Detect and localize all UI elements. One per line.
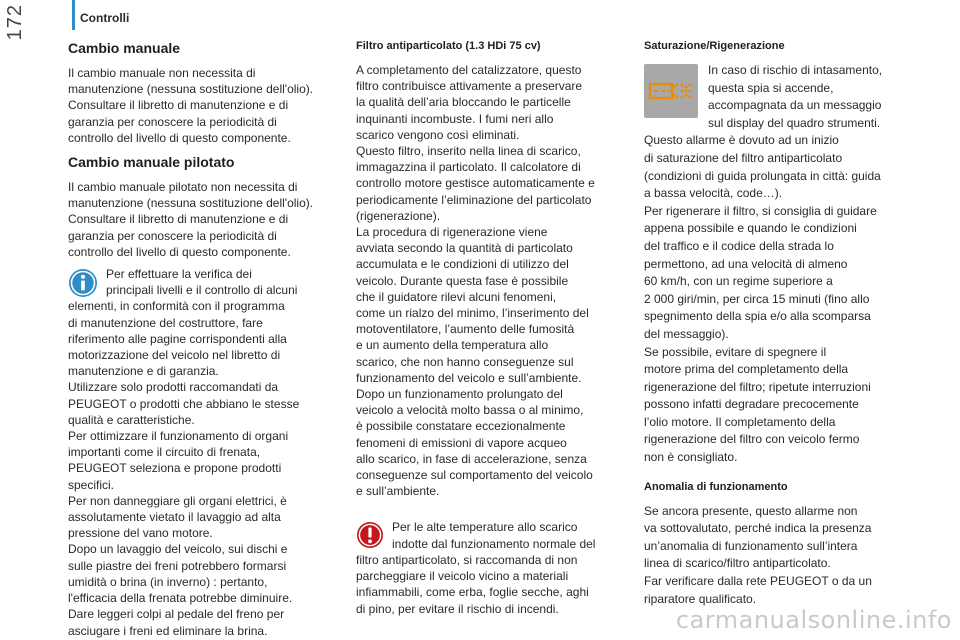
warning-note bbox=[356, 519, 630, 616]
heading-manual-gearbox: Cambio manuale bbox=[68, 40, 181, 56]
page-number: 172 bbox=[4, 4, 26, 41]
info-note-text: elementi, in conformità con il programma di manutenzione del costruttore, fare riferimento alle pagine corrispondenti alla motorizzazione del veicolo nel libretto di manutenzione e di garanzia. Utilizzare solo prodotti raccomandati da PEUGEOT o prodotti che abbiano le stesse qualità e caratteristiche. Per ottimizzare il funzionamento di organi importanti come il circuito di frenata, PEUGEOT seleziona e propone prodotti specifici. Per non danneggiare gli organi elettrici, è assolutamente vietato il lavaggio ad alta pressione del vano motore. Dopo un lavaggio del veicolo, sui dischi e sulle piastre dei freni potrebbero formarsi umidità o brina (in inverno) : pertanto, l'efficacia della frenata potrebbe diminuire. Dare leggeri colpi al pedale del freno per asciugare i freni ed eliminare la brina. bbox=[68, 299, 300, 638]
section-title: Controlli bbox=[80, 11, 130, 25]
warning-note-text-first: Per le alte temperature allo scarico indotte dal funzionamento normale del bbox=[392, 520, 596, 551]
paragraph-piloted-gearbox: Il cambio manuale pilotato non necessita di manutenzione (nessuna sostituzione dell'olio). Consultare il libretto di manutenzione e di garanzia per conoscere la periodicità di controllo del livello di questo componente. bbox=[68, 180, 314, 259]
column-middle bbox=[356, 40, 630, 617]
warning-exclamation-icon bbox=[356, 521, 384, 549]
info-icon bbox=[68, 268, 98, 298]
heading-malfunction: Anomalia di funzionamento bbox=[644, 480, 788, 493]
paragraph-malfunction: Se ancora presente, questo allarme non va sottovalutato, perché indica la presenza un’anomalia di funzionamento sull’intera linea di scarico/filtro antiparticolato. Far verificare dalla rete PEUGEOT o da un riparatore qualificato. bbox=[644, 503, 872, 606]
paragraph-saturation: Questo allarme è dovuto ad un inizio di saturazione del filtro antiparticolato (condizioni di guida prolungata in città: guida a bassa velocità, code…). Per rigenerare il filtro, si consiglia di guidare appena possibile e quando le condizioni del traffico e il codice della strada lo permettono, ad una velocità di almeno 60 km/h, con un regime superiore a 2 000 giri/min, per circa 15 minuti (fino allo spegnimento della spia e/o alla scomparsa del messaggio). Se possibile, evitare di spegnere il motore prima del completamento della rigenerazione del filtro; ripetute interruzioni possono infatti degradare precocemente l’olio motore. Il completamento della rigenerazione del filtro con veicolo fermo non è consigliato. bbox=[644, 133, 881, 465]
heading-piloted-gearbox: Cambio manuale pilotato bbox=[68, 154, 235, 171]
info-note bbox=[68, 266, 342, 639]
info-note-text-first: Per effettuare la verifica dei principali livelli e il controllo di alcuni bbox=[106, 267, 298, 298]
heading-saturation-regeneration: Saturazione/Rigenerazione bbox=[644, 40, 785, 52]
heading-particle-filter: Filtro antiparticolato (1.3 HDi 75 cv) bbox=[356, 40, 541, 52]
paragraph-manual-gearbox: Il cambio manuale non necessita di manutenzione (nessuna sostituzione dell'olio). Consultare il libretto di manutenzione e di garanzia per conoscere la periodicità di controllo del livello di questo componente. bbox=[68, 66, 314, 145]
watermark: carmanualsonline.info bbox=[675, 606, 952, 634]
section-accent-bar bbox=[72, 0, 75, 30]
column-right bbox=[644, 40, 916, 608]
warning-note-text: filtro antiparticolato, si raccomanda di non parcheggiare il veicolo vicino a materiali infiammabili, come erba, foglie secche, aghi di pino, per evitare il rischio di incendi. bbox=[356, 552, 589, 616]
paragraph-saturation-intro: In caso di rischio di intasamento, questa spia si accende, accompagnata da un messaggio sul display del quadro strumenti. bbox=[708, 63, 883, 130]
column-left bbox=[68, 40, 342, 639]
particle-filter-warning-icon bbox=[644, 64, 698, 118]
paragraph-particle-filter: A completamento del catalizzatore, questo filtro contribuisce attivamente a preservare la qualità dell’aria bloccando le particelle inquinanti incombuste. I fumi neri allo scarico vengono così eliminati. Questo filtro, inserito nella linea di scarico, immagazzina il particolato. Il calcolatore di controllo motore gestisce automaticamente e periodicamente l’eliminazione del particolato (rigenerazione). La procedura di rigenerazione viene avviata secondo la quantità di particolato accumulata e le condizioni di utilizzo del veicolo. Durante questa fase è possibile che il guidatore rilevi alcuni fenomeni, come un rialzo del minimo, l’inserimento del motoventilatore, l’aumento delle fumosità e un aumento della temperatura allo scarico, che non hanno conseguenze sul funzionamento del veicolo e sull’ambiente. Dopo un funzionamento prolungato del veicolo a velocità molto bassa o al minimo, è possibile constatare eccezionalmente fenomeni di emissioni di vapore acqueo allo scarico, in fase di accelerazione, senza conseguenze sul comportamento del veicolo e sull’ambiente. bbox=[356, 63, 595, 499]
